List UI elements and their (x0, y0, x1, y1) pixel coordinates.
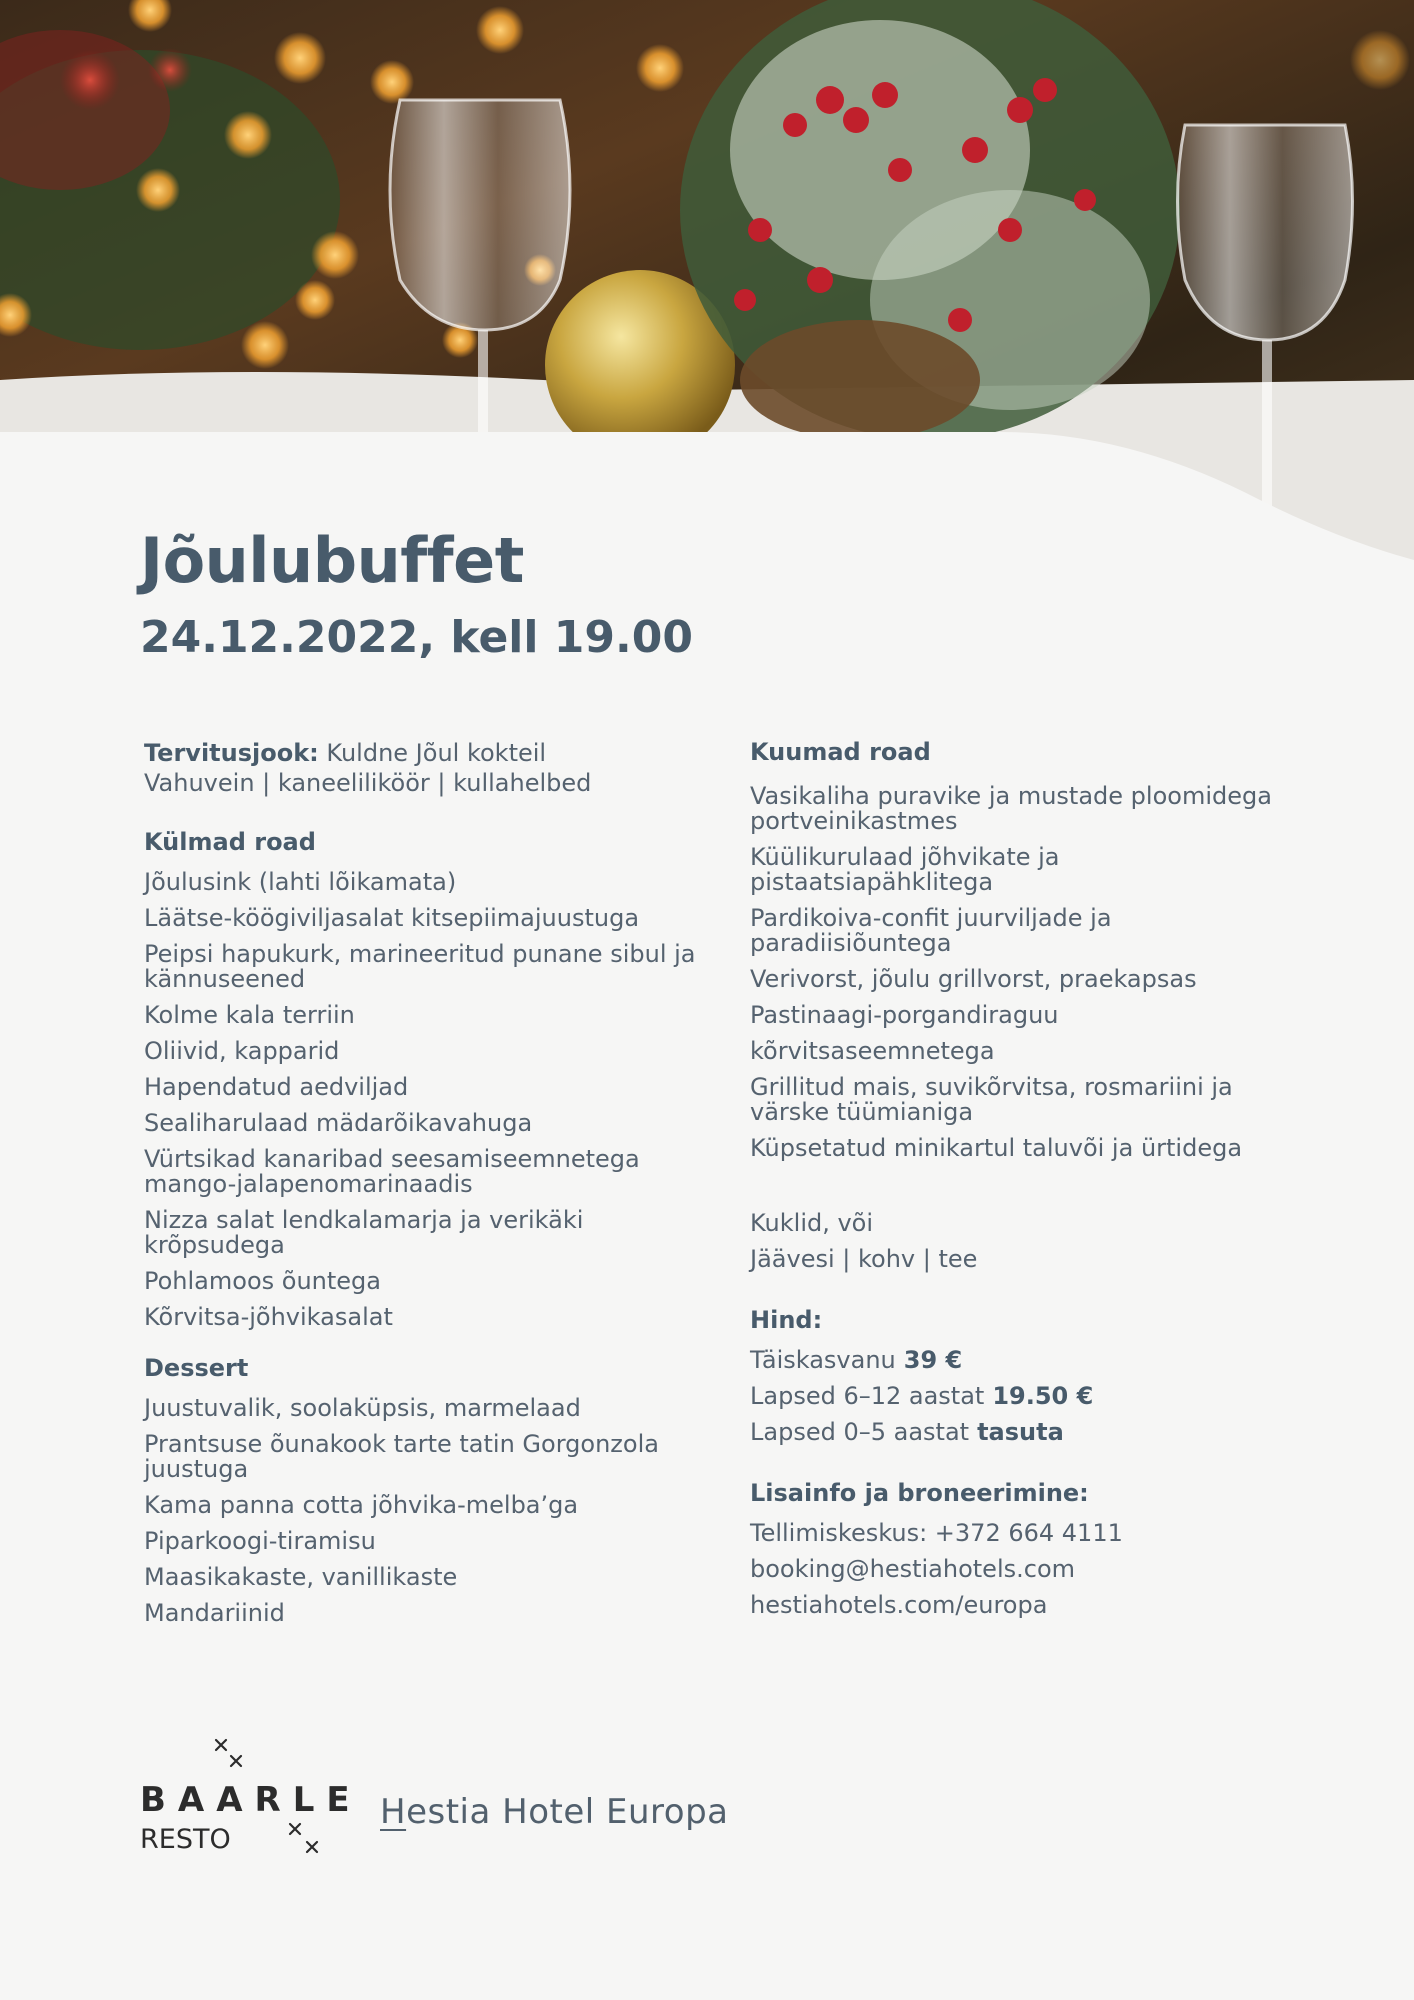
list-item: Jäävesi | kohv | tee (750, 1245, 978, 1273)
page-title: Jõulubuffet (140, 524, 524, 597)
list-item: Kolme kala terriin (144, 1001, 355, 1029)
hot-dishes-heading: Kuumad road (750, 738, 931, 766)
list-item: Läätse-köögiviljasalat kitsepiimajuustuga (144, 904, 640, 932)
dessert-list (144, 1396, 704, 1626)
price-label: Lapsed 0–5 aastat (750, 1418, 970, 1446)
cold-dishes-list (144, 870, 704, 1330)
price-heading: Hind: (750, 1306, 823, 1334)
resto-wordmark: RESTO (140, 1824, 231, 1855)
hestia-wordmark: estia Hotel Europa (406, 1792, 729, 1832)
list-item: Vürtsikad kanaribad seesamiseemnetega mango-jalapenomarinaadis (144, 1145, 640, 1198)
list-item: Juustuvalik, soolaküpsis, marmelaad (144, 1394, 581, 1422)
list-item: Mandariinid (144, 1599, 285, 1627)
list-item: Vasikaliha puravike ja mustade ploomidega portveinikastmes (750, 782, 1272, 835)
price-list (750, 1348, 1310, 1445)
list-item: Maasikakaste, vanillikaste (144, 1563, 458, 1591)
list-item: Sealiharulaad mädarõikavahuga (144, 1109, 533, 1137)
list-item: Piparkoogi-tiramisu (144, 1527, 376, 1555)
list-item: Peipsi hapukurk, marineeritud punane sibul ja kännuseened (144, 940, 696, 993)
welcome-drink-label: Tervitusjook: (144, 739, 319, 767)
cold-dishes-heading: Külmad road (144, 828, 316, 856)
contact-phone[interactable]: Tellimiskeskus: +372 664 4111 (750, 1519, 1123, 1547)
list-item: Kama panna cotta jõhvika-melba’ga (144, 1491, 579, 1519)
list-item: Pardikoiva-confit juurviljade ja paradiisiõuntega (750, 904, 1112, 957)
price-amount: tasuta (977, 1418, 1064, 1446)
baarle-resto-logo (140, 1738, 362, 1858)
menu-left-column (144, 738, 704, 1637)
list-item: Nizza salat lendkalamarja ja verikäki krõpsudega (144, 1206, 584, 1259)
list-item: Oliivid, kapparid (144, 1037, 340, 1065)
hot-dishes-list (750, 784, 1310, 1161)
welcome-drink-ingredients: Vahuvein | kaneeliliköör | kullahelbed (144, 769, 592, 797)
list-item: Küpsetatud minikartul taluvõi ja ürtidega (750, 1134, 1243, 1162)
list-item: Grillitud mais, suvikõrvitsa, rosmariini ja värske tüümianiga (750, 1073, 1233, 1126)
list-item: Pohlamoos õuntega (144, 1267, 381, 1295)
list-item: kõrvitsaseemnetega (750, 1037, 995, 1065)
list-item: Verivorst, jõulu grillvorst, praekapsas (750, 965, 1197, 993)
contact-heading: Lisainfo ja broneerimine: (750, 1479, 1089, 1507)
hestia-initial: H (380, 1792, 407, 1832)
event-date: 24.12.2022, kell 19.00 (140, 612, 693, 663)
price-label: Täiskasvanu (750, 1346, 896, 1374)
contact-website-link[interactable]: hestiahotels.com/europa (750, 1591, 1048, 1619)
contact-email-link[interactable]: booking@hestiahotels.com (750, 1555, 1076, 1583)
baarle-wordmark: BAARLE (140, 1780, 362, 1820)
price-row-children-6-12 (750, 1384, 1310, 1409)
price-amount: 19.50 € (992, 1382, 1094, 1410)
menu-right-column (750, 738, 1310, 1629)
dessert-heading: Dessert (144, 1354, 249, 1382)
price-row-children-0-5 (750, 1420, 1310, 1445)
list-item: Jõulusink (lahti lõikamata) (144, 868, 457, 896)
extras-list (750, 1211, 1310, 1272)
list-item: Kõrvitsa-jõhvikasalat (144, 1303, 393, 1331)
welcome-drink (144, 738, 704, 768)
list-item: Hapendatud aedviljad (144, 1073, 409, 1101)
list-item: Küülikurulaad jõhvikate ja pistaatsiapähklitega (750, 843, 1060, 896)
price-label: Lapsed 6–12 aastat (750, 1382, 985, 1410)
list-item: Prantsuse õunakook tarte tatin Gorgonzola juustuga (144, 1430, 659, 1483)
list-item: Kuklid, või (750, 1209, 874, 1237)
list-item: Pastinaagi-porgandiraguu (750, 1001, 1059, 1029)
welcome-drink-name: Kuldne Jõul kokteil (326, 739, 547, 767)
price-row-adult (750, 1348, 1310, 1373)
hestia-hotel-logo (380, 1792, 728, 1832)
price-amount: 39 € (903, 1346, 963, 1374)
